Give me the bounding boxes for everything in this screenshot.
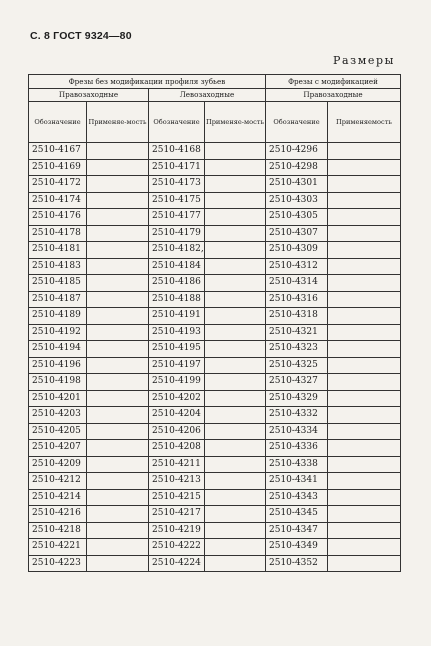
designation-cell: 2510-4197 — [149, 357, 205, 374]
designation-cell: 2510-4195 — [149, 341, 205, 358]
designation-cell: 2510-4352 — [266, 555, 328, 572]
applicability-cell — [328, 176, 401, 193]
applicability-cell — [87, 440, 149, 457]
applicability-cell — [205, 522, 266, 539]
designation-cell: 2510-4309 — [266, 242, 328, 259]
subheader-right-hand-2: Правозаходные — [266, 89, 401, 102]
applicability-cell — [328, 242, 401, 259]
designation-cell: 2510-4191 — [149, 308, 205, 325]
applicability-cell — [87, 341, 149, 358]
col-header-applicability: Применяе-мость — [205, 102, 266, 143]
designation-cell: 2510-4208 — [149, 440, 205, 457]
designation-cell: 2510-4349 — [266, 539, 328, 556]
designation-cell: 2510-4345 — [266, 506, 328, 523]
applicability-cell — [328, 275, 401, 292]
designation-cell: 2510-4206 — [149, 423, 205, 440]
applicability-cell — [205, 291, 266, 308]
applicability-cell — [205, 159, 266, 176]
applicability-cell — [328, 407, 401, 424]
applicability-cell — [87, 308, 149, 325]
designation-cell: 2510-4198 — [29, 374, 87, 391]
designation-cell: 2510-4174 — [29, 192, 87, 209]
designation-cell: 2510-4172 — [29, 176, 87, 193]
designation-cell: 2510-4216 — [29, 506, 87, 523]
designation-cell: 2510-4224 — [149, 555, 205, 572]
designation-cell: 2510-4169 — [29, 159, 87, 176]
applicability-cell — [328, 555, 401, 572]
applicability-cell — [328, 539, 401, 556]
designation-cell: 2510-4175 — [149, 192, 205, 209]
applicability-cell — [328, 506, 401, 523]
applicability-cell — [328, 308, 401, 325]
applicability-cell — [328, 159, 401, 176]
col-header-designation: Обозначение — [29, 102, 87, 143]
designation-cell: 2510-4181 — [29, 242, 87, 259]
applicability-cell — [205, 258, 266, 275]
applicability-cell — [205, 489, 266, 506]
designation-cell: 2510-4341 — [266, 473, 328, 490]
applicability-cell — [205, 209, 266, 226]
applicability-cell — [87, 489, 149, 506]
table-row — [29, 539, 401, 556]
designation-cell: 2510-4176 — [29, 209, 87, 226]
applicability-cell — [205, 539, 266, 556]
table-row — [29, 390, 401, 407]
designation-cell: 2510-4332 — [266, 407, 328, 424]
applicability-cell — [328, 456, 401, 473]
table-row — [29, 308, 401, 325]
applicability-cell — [205, 456, 266, 473]
subheader-right-hand-1: Правозаходные — [29, 89, 149, 102]
applicability-cell — [87, 275, 149, 292]
applicability-cell — [328, 209, 401, 226]
designation-cell: 2510-4207 — [29, 440, 87, 457]
applicability-cell — [87, 324, 149, 341]
designation-cell: 2510-4334 — [266, 423, 328, 440]
table-row — [29, 341, 401, 358]
table-row — [29, 440, 401, 457]
designation-cell: 2510-4204 — [149, 407, 205, 424]
designation-cell: 2510-4303 — [266, 192, 328, 209]
applicability-cell — [205, 275, 266, 292]
designation-cell: 2510-4316 — [266, 291, 328, 308]
designation-cell: 2510-4318 — [266, 308, 328, 325]
applicability-cell — [328, 522, 401, 539]
designation-cell: 2510-4183 — [29, 258, 87, 275]
applicability-cell — [328, 357, 401, 374]
applicability-cell — [87, 473, 149, 490]
col-header-applicability: Применяе-мость — [87, 102, 149, 143]
applicability-cell — [87, 357, 149, 374]
applicability-cell — [87, 423, 149, 440]
designation-cell: 2510-4173 — [149, 176, 205, 193]
table-row — [29, 242, 401, 259]
designation-cell: 2510-4196 — [29, 357, 87, 374]
designation-cell: 2510-4192 — [29, 324, 87, 341]
sizes-label: Размеры — [333, 54, 396, 67]
table-row — [29, 456, 401, 473]
applicability-cell — [205, 242, 266, 259]
designation-cell: 2510-4321 — [266, 324, 328, 341]
group-header-unmodified: Фрезы без модификации профиля зубьев — [29, 75, 266, 89]
applicability-cell — [205, 423, 266, 440]
applicability-cell — [328, 192, 401, 209]
designation-cell: 2510-4205 — [29, 423, 87, 440]
applicability-cell — [328, 341, 401, 358]
applicability-cell — [87, 159, 149, 176]
col-header-designation: Обозначение — [149, 102, 205, 143]
table-row — [29, 275, 401, 292]
table-row — [29, 357, 401, 374]
designation-cell: 2510-4199 — [149, 374, 205, 391]
designation-cell: 2510-4305 — [266, 209, 328, 226]
applicability-cell — [328, 324, 401, 341]
designation-cell: 2510-4167 — [29, 143, 87, 160]
table-row — [29, 225, 401, 242]
table-row — [29, 209, 401, 226]
designation-cell: 2510-4221 — [29, 539, 87, 556]
table-row — [29, 407, 401, 424]
designation-cell: 2510-4189 — [29, 308, 87, 325]
designation-cell: 2510-4171 — [149, 159, 205, 176]
designation-cell: 2510-4187 — [29, 291, 87, 308]
table-row — [29, 176, 401, 193]
applicability-cell — [205, 308, 266, 325]
page-header: С. 8 ГОСТ 9324—80 — [30, 30, 132, 42]
designation-cell: 2510-4201 — [29, 390, 87, 407]
applicability-cell — [328, 225, 401, 242]
applicability-cell — [328, 143, 401, 160]
applicability-cell — [87, 456, 149, 473]
applicability-cell — [328, 291, 401, 308]
applicability-cell — [87, 522, 149, 539]
designation-cell: 2510-4188 — [149, 291, 205, 308]
applicability-cell — [205, 473, 266, 490]
designation-cell: 2510-4186 — [149, 275, 205, 292]
applicability-cell — [87, 555, 149, 572]
applicability-cell — [205, 192, 266, 209]
designation-cell: 2510-4211 — [149, 456, 205, 473]
applicability-cell — [205, 225, 266, 242]
designation-cell: 2510-4312 — [266, 258, 328, 275]
applicability-cell — [328, 258, 401, 275]
col-header-applicability: Применяемость — [328, 102, 401, 143]
applicability-cell — [87, 407, 149, 424]
applicability-cell — [328, 440, 401, 457]
designation-cell: 2510-4203 — [29, 407, 87, 424]
applicability-cell — [87, 242, 149, 259]
applicability-cell — [205, 407, 266, 424]
applicability-cell — [87, 539, 149, 556]
table-row — [29, 555, 401, 572]
table-row — [29, 291, 401, 308]
designation-cell: 2510-4307 — [266, 225, 328, 242]
designation-cell: 2510-4323 — [266, 341, 328, 358]
applicability-cell — [328, 423, 401, 440]
designation-cell: 2510-4325 — [266, 357, 328, 374]
table-body — [29, 143, 401, 572]
designation-cell: 2510-4185 — [29, 275, 87, 292]
table-row — [29, 506, 401, 523]
applicability-cell — [87, 176, 149, 193]
designation-cell: 2510-4217 — [149, 506, 205, 523]
applicability-cell — [205, 390, 266, 407]
table-row — [29, 374, 401, 391]
table-row — [29, 324, 401, 341]
table-row — [29, 473, 401, 490]
designation-cell: 2510-4343 — [266, 489, 328, 506]
applicability-cell — [205, 357, 266, 374]
designation-cell: 2510-4327 — [266, 374, 328, 391]
table-row — [29, 489, 401, 506]
col-header-designation: Обозначение — [266, 102, 328, 143]
designation-cell: 2510-4193 — [149, 324, 205, 341]
applicability-cell — [328, 374, 401, 391]
designation-cell: 2510-4177 — [149, 209, 205, 226]
applicability-cell — [87, 192, 149, 209]
designation-cell: 2510-4215 — [149, 489, 205, 506]
designation-cell: 2510-4209 — [29, 456, 87, 473]
applicability-cell — [328, 473, 401, 490]
designation-cell: 2510-4182, — [149, 242, 205, 259]
applicability-cell — [205, 374, 266, 391]
applicability-cell — [87, 390, 149, 407]
table-row — [29, 522, 401, 539]
designation-cell: 2510-4168 — [149, 143, 205, 160]
designation-cell: 2510-4329 — [266, 390, 328, 407]
designation-cell: 2510-4213 — [149, 473, 205, 490]
subheader-left-hand: Левозаходные — [149, 89, 266, 102]
table-row — [29, 192, 401, 209]
applicability-cell — [87, 374, 149, 391]
applicability-cell — [87, 209, 149, 226]
designation-cell: 2510-4301 — [266, 176, 328, 193]
table-row — [29, 159, 401, 176]
applicability-cell — [87, 291, 149, 308]
designation-cell: 2510-4194 — [29, 341, 87, 358]
applicability-cell — [205, 555, 266, 572]
designation-cell: 2510-4214 — [29, 489, 87, 506]
applicability-cell — [328, 390, 401, 407]
applicability-cell — [87, 258, 149, 275]
applicability-cell — [205, 324, 266, 341]
applicability-cell — [87, 506, 149, 523]
designation-cell: 2510-4347 — [266, 522, 328, 539]
designation-cell: 2510-4184 — [149, 258, 205, 275]
designation-cell: 2510-4314 — [266, 275, 328, 292]
designation-cell: 2510-4219 — [149, 522, 205, 539]
group-header-modified: Фрезы с модификацией — [266, 75, 401, 89]
table-row — [29, 423, 401, 440]
designation-cell: 2510-4298 — [266, 159, 328, 176]
applicability-cell — [205, 341, 266, 358]
applicability-cell — [87, 143, 149, 160]
designation-cell: 2510-4338 — [266, 456, 328, 473]
designation-cell: 2510-4222 — [149, 539, 205, 556]
designation-cell: 2510-4223 — [29, 555, 87, 572]
designation-cell: 2510-4202 — [149, 390, 205, 407]
designation-cell: 2510-4218 — [29, 522, 87, 539]
applicability-cell — [205, 176, 266, 193]
designation-cell: 2510-4178 — [29, 225, 87, 242]
designation-cell: 2510-4336 — [266, 440, 328, 457]
applicability-cell — [328, 489, 401, 506]
applicability-cell — [205, 440, 266, 457]
table-row — [29, 143, 401, 160]
designation-table — [28, 74, 401, 572]
table-row — [29, 258, 401, 275]
applicability-cell — [87, 225, 149, 242]
applicability-cell — [205, 143, 266, 160]
designation-cell: 2510-4179 — [149, 225, 205, 242]
designation-cell: 2510-4212 — [29, 473, 87, 490]
designation-cell: 2510-4296 — [266, 143, 328, 160]
applicability-cell — [205, 506, 266, 523]
